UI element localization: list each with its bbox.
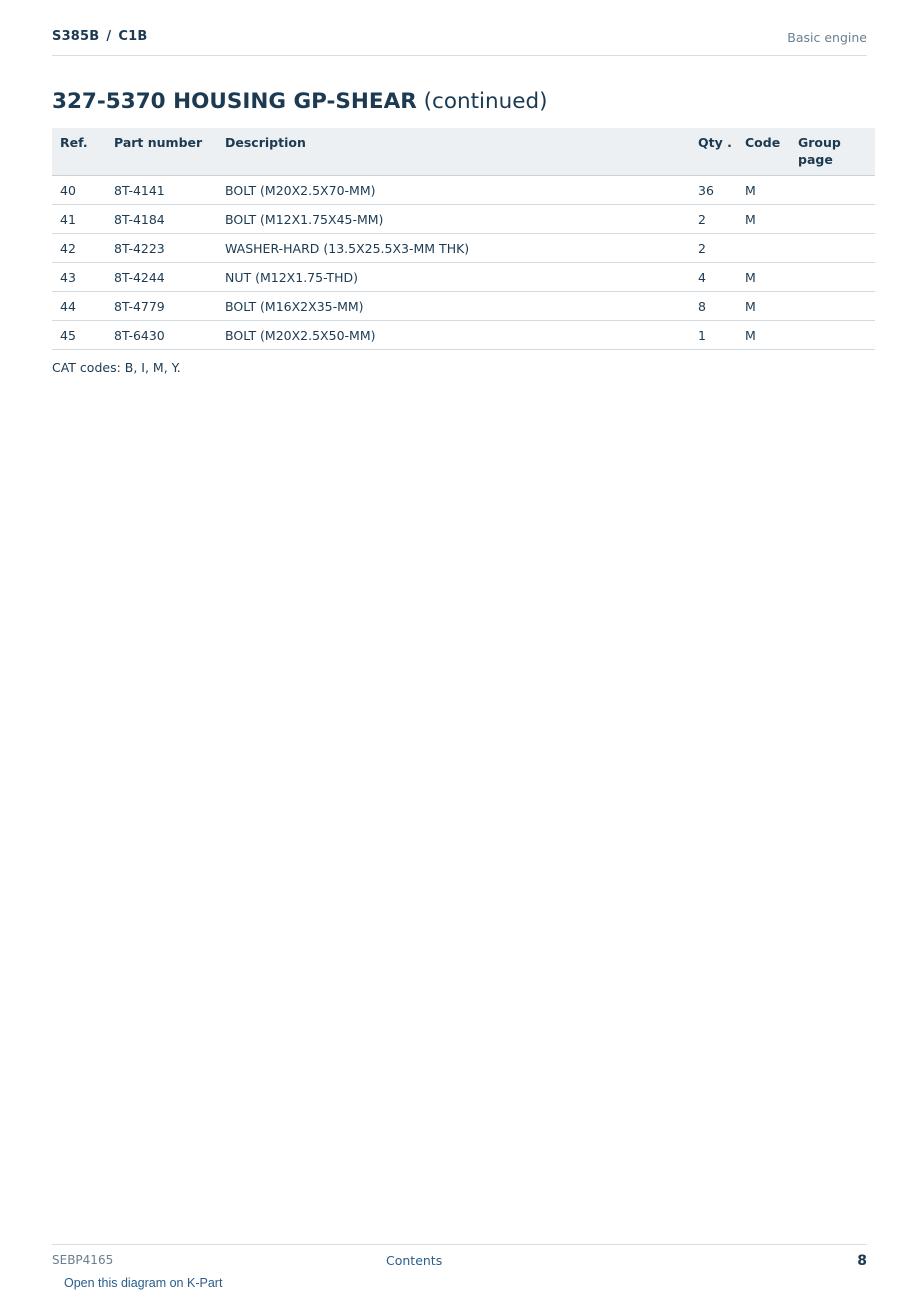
cell-code: [745, 234, 798, 263]
table-row: [52, 263, 875, 292]
parts-table: [52, 128, 875, 350]
cell-group-page: [798, 321, 875, 350]
section-label: Basic engine: [787, 30, 867, 45]
cell-description: BOLT (M20X2.5X50-MM): [225, 321, 698, 350]
cell-description: BOLT (M12X1.75X45-MM): [225, 205, 698, 234]
cell-description: WASHER-HARD (13.5X25.5X3-MM THK): [225, 234, 698, 263]
column-header-ref: Ref.: [52, 128, 114, 176]
cell-ref: 40: [52, 176, 114, 205]
cell-qty: 36: [698, 176, 745, 205]
cell-group-page: [798, 205, 875, 234]
page-header: [52, 28, 867, 56]
open-k-part-link[interactable]: Open this diagram on K-Part: [64, 1276, 223, 1290]
cell-part-number: 8T-4184: [114, 205, 225, 234]
cell-ref: 43: [52, 263, 114, 292]
table-row: [52, 205, 875, 234]
model-label: S385B: [52, 29, 100, 44]
document-number: SEBP4165: [52, 1253, 114, 1267]
cell-description: NUT (M12X1.75-THD): [225, 263, 698, 292]
cell-code: M: [745, 292, 798, 321]
table-row: [52, 292, 875, 321]
cell-ref: 44: [52, 292, 114, 321]
header-row: [52, 128, 875, 176]
page-title-main: 327-5370 HOUSING GP-SHEAR: [52, 89, 417, 114]
model-breadcrumb: [52, 29, 147, 44]
table-row: [52, 321, 875, 350]
cell-group-page: [798, 292, 875, 321]
cell-qty: 1: [698, 321, 745, 350]
parts-table-body: [52, 176, 875, 350]
breadcrumb-separator: /: [106, 29, 112, 44]
cell-ref: 42: [52, 234, 114, 263]
cell-part-number: 8T-4779: [114, 292, 225, 321]
cell-qty: 4: [698, 263, 745, 292]
cell-part-number: 8T-4244: [114, 263, 225, 292]
cell-qty: 8: [698, 292, 745, 321]
parts-table-header: [52, 128, 875, 176]
cell-description: BOLT (M16X2X35-MM): [225, 292, 698, 321]
serial-prefix-label: C1B: [118, 29, 148, 44]
cell-code: M: [745, 176, 798, 205]
cell-qty: 2: [698, 205, 745, 234]
page-title: [52, 89, 548, 114]
cell-code: M: [745, 321, 798, 350]
cell-qty: 2: [698, 234, 745, 263]
contents-link[interactable]: Contents: [386, 1253, 443, 1268]
cell-group-page: [798, 263, 875, 292]
page-number: 8: [857, 1253, 867, 1269]
page-title-suffix: (continued): [423, 89, 548, 114]
table-row: [52, 176, 875, 205]
cell-part-number: 8T-4223: [114, 234, 225, 263]
cell-ref: 45: [52, 321, 114, 350]
cell-code: M: [745, 263, 798, 292]
column-header-part-number: Part number: [114, 128, 225, 176]
column-header-code: Code: [745, 128, 798, 176]
cell-group-page: [798, 234, 875, 263]
cell-code: M: [745, 205, 798, 234]
column-header-group-page: Group page: [798, 128, 875, 176]
cell-ref: 41: [52, 205, 114, 234]
cell-part-number: 8T-4141: [114, 176, 225, 205]
table-row: [52, 234, 875, 263]
cell-group-page: [798, 176, 875, 205]
cat-codes-note: CAT codes: B, I, M, Y.: [52, 360, 181, 375]
column-header-qty: Qty .: [698, 128, 745, 176]
cell-description: BOLT (M20X2.5X70-MM): [225, 176, 698, 205]
column-header-description: Description: [225, 128, 698, 176]
cell-part-number: 8T-6430: [114, 321, 225, 350]
